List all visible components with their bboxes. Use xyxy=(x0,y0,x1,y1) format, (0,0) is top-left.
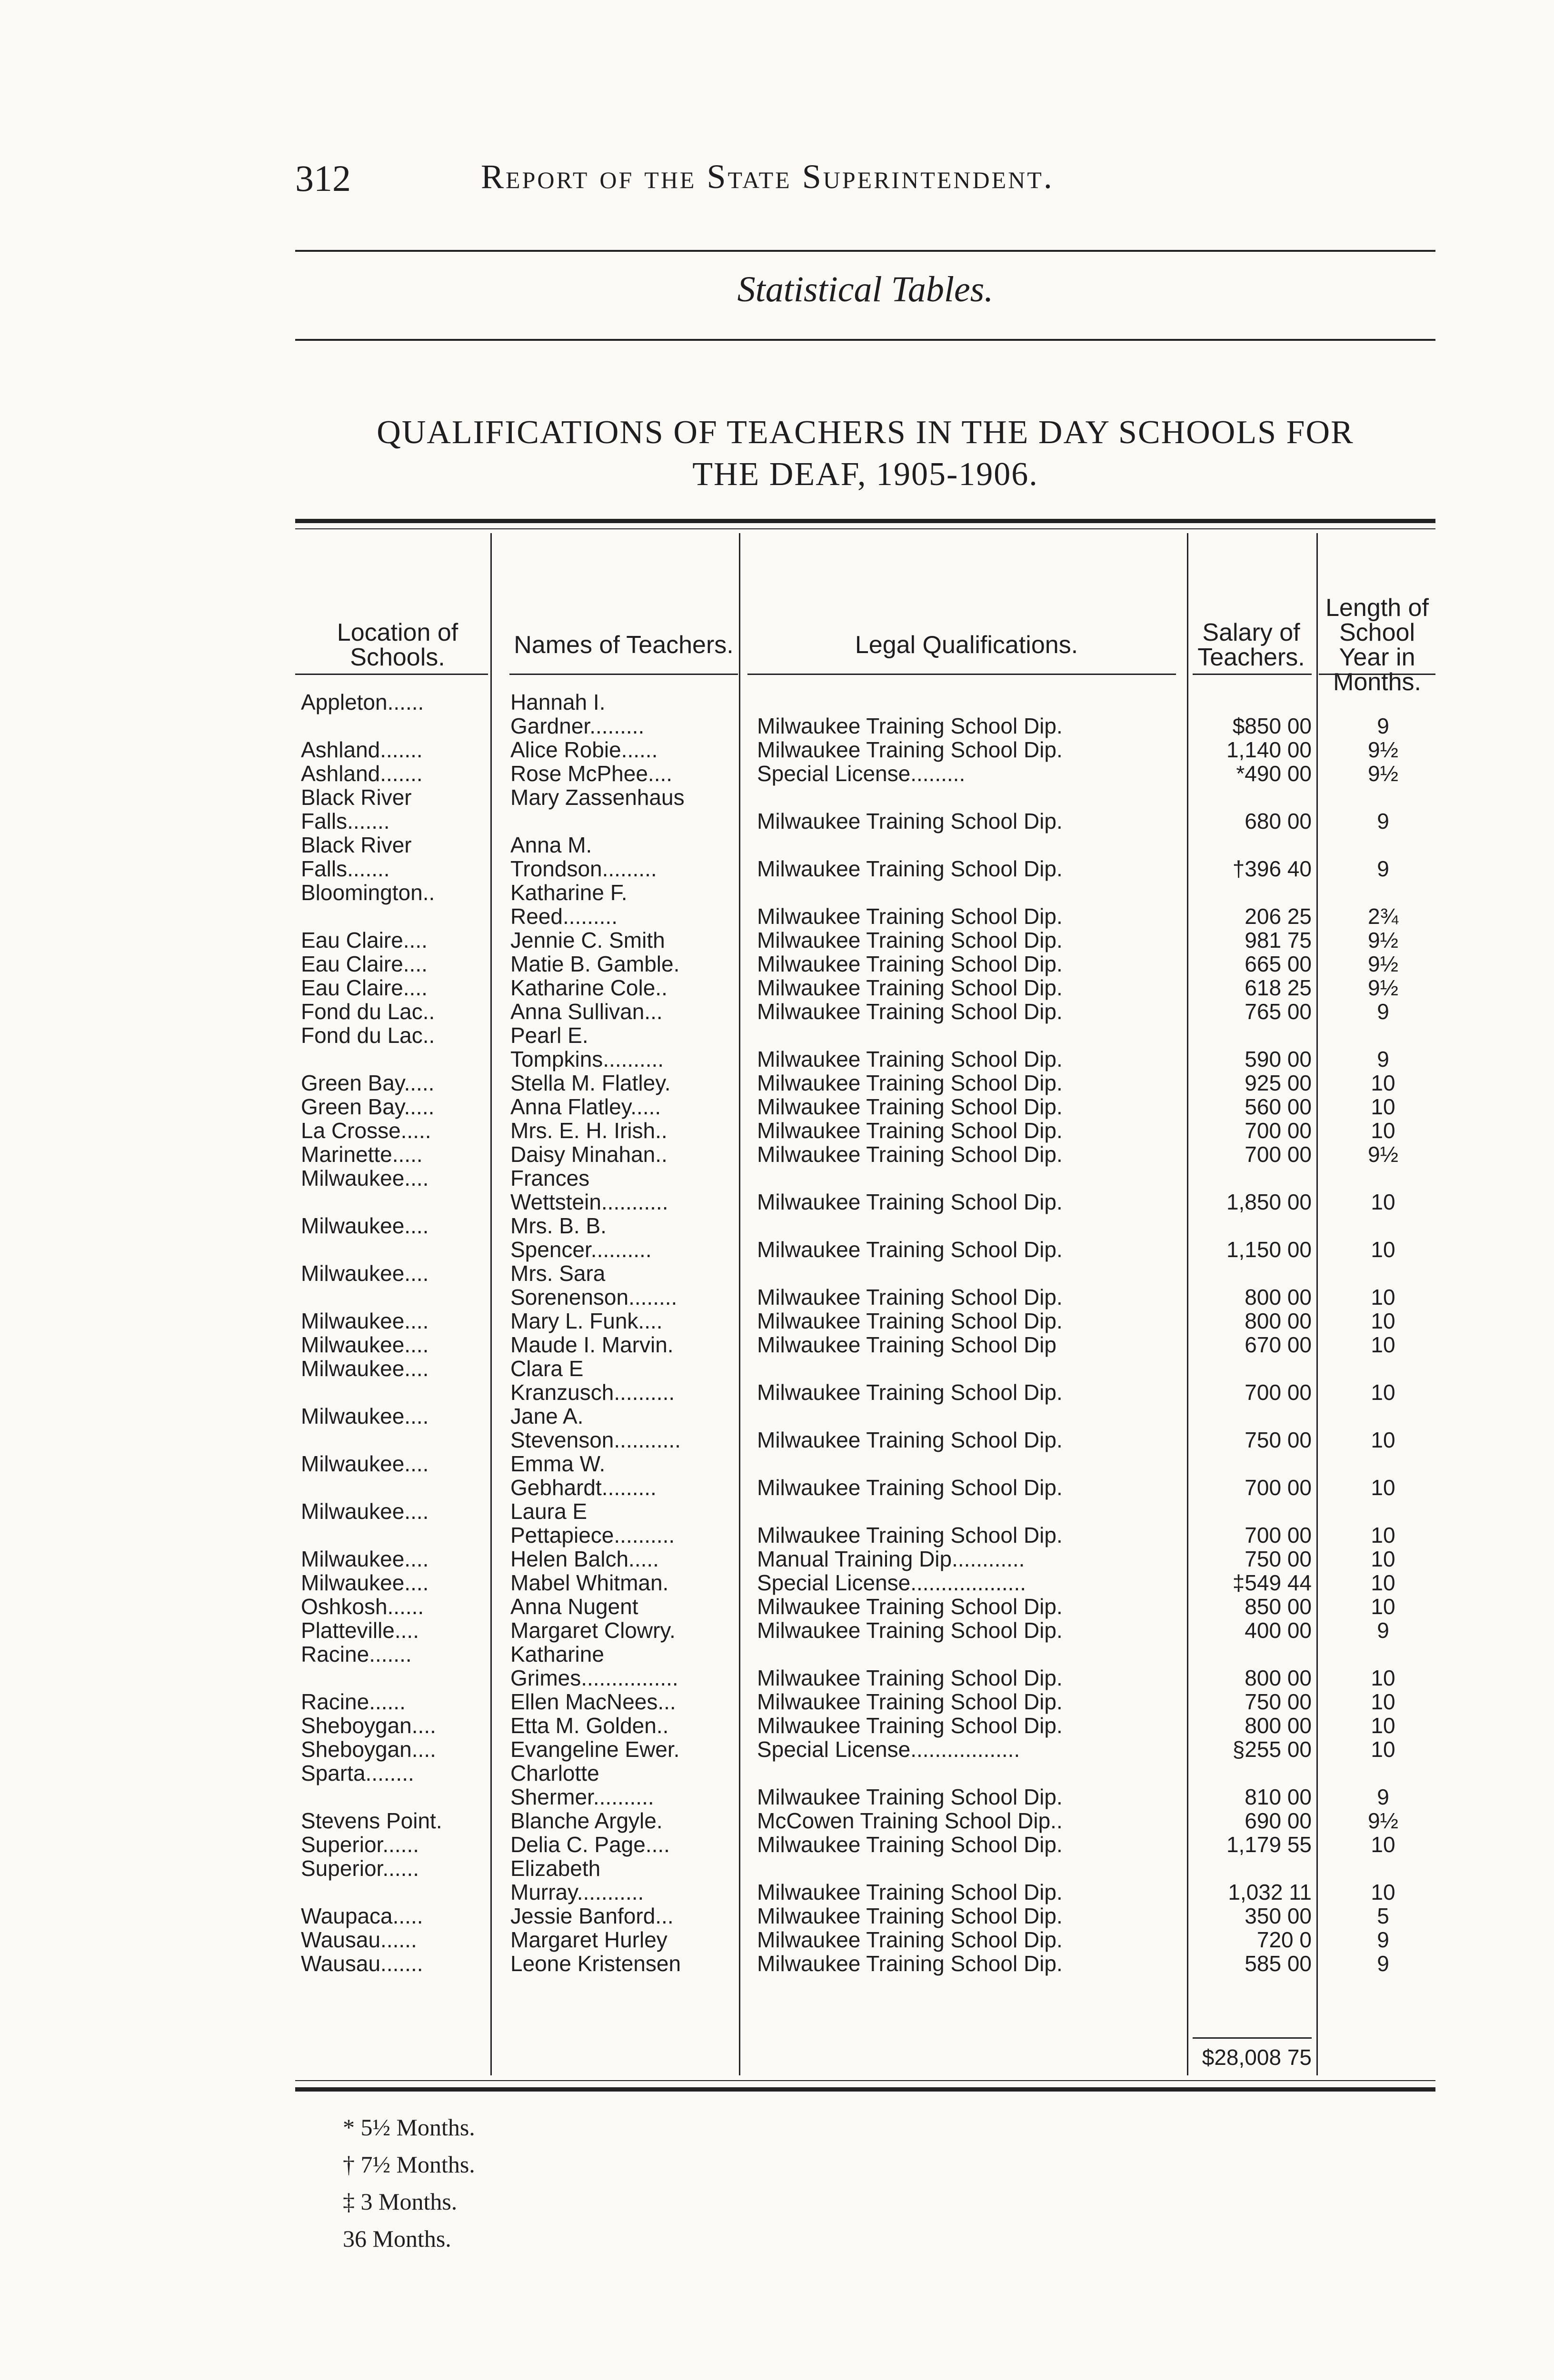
qualification-cell: Milwaukee Training School Dip. xyxy=(757,1618,1063,1643)
salary-cell: 1,179 55 xyxy=(1226,1832,1312,1857)
months-cell: 10 xyxy=(1371,1237,1395,1262)
salary-cell: 618 25 xyxy=(1245,975,1312,1000)
qualification-cell: Milwaukee Training School Dip. xyxy=(757,1927,1063,1952)
header-rule-bottom xyxy=(295,339,1435,341)
teacher-name-cell: Mary L. Funk.... xyxy=(510,1309,663,1333)
qualification-cell: Milwaukee Training School Dip. xyxy=(757,1309,1063,1333)
salary-cell: $850 00 xyxy=(1232,714,1312,738)
header-divider-names xyxy=(509,674,738,675)
salary-cell: 750 00 xyxy=(1245,1547,1312,1571)
months-cell: 10 xyxy=(1371,1094,1395,1119)
table-row xyxy=(295,1737,1435,1761)
location-cell: Eau Claire.... xyxy=(301,952,428,976)
teacher-name-cell: Anna M. Trondson......... xyxy=(510,833,657,881)
qualification-cell: Milwaukee Training School Dip. xyxy=(757,1047,1063,1071)
table-row xyxy=(295,1547,1435,1571)
table-row xyxy=(295,1357,1435,1404)
salary-cell: 750 00 xyxy=(1245,1428,1312,1452)
table-row xyxy=(295,1499,1435,1547)
teacher-name-cell: Anna Nugent xyxy=(510,1594,638,1619)
table-row xyxy=(295,1714,1435,1737)
teacher-name-cell: Mary Zassenhaus xyxy=(510,785,685,810)
months-cell: 10 xyxy=(1371,1332,1395,1357)
months-cell: 5 xyxy=(1377,1904,1389,1928)
qualification-cell: Milwaukee Training School Dip. xyxy=(757,1666,1063,1690)
qualification-cell: Milwaukee Training School Dip. xyxy=(757,1951,1063,1976)
table-row xyxy=(295,1761,1435,1809)
months-cell: 10 xyxy=(1371,1428,1395,1452)
col-header-names: Names of Teachers. xyxy=(514,631,734,659)
teacher-name-cell: Anna Sullivan... xyxy=(510,999,663,1024)
table-row xyxy=(295,690,1435,738)
teacher-name-cell: Frances Wettstein........... xyxy=(510,1166,668,1214)
teacher-name-cell: Charlotte Shermer.......... xyxy=(510,1761,654,1809)
header-divider-salary xyxy=(1193,674,1312,675)
qualification-cell: Milwaukee Training School Dip. xyxy=(757,1904,1063,1928)
salary-cell: 800 00 xyxy=(1245,1285,1312,1309)
months-cell: 10 xyxy=(1371,1071,1395,1095)
months-cell: 10 xyxy=(1371,1118,1395,1143)
teacher-name-cell: Katharine F. Reed......... xyxy=(510,880,628,929)
months-cell: 9 xyxy=(1377,1785,1389,1809)
location-cell: Eau Claire.... xyxy=(301,928,428,952)
teacher-name-cell: Katharine Cole.. xyxy=(510,975,667,1000)
header-divider-location xyxy=(295,674,488,675)
table-row xyxy=(295,1000,1435,1023)
teacher-name-cell: Mrs. B. B. Spencer.......... xyxy=(510,1213,652,1262)
table-row xyxy=(295,1333,1435,1357)
location-cell: Milwaukee.... xyxy=(301,1356,429,1381)
table-row xyxy=(295,1856,1435,1904)
months-cell: 9 xyxy=(1377,809,1389,833)
teacher-name-cell: Elizabeth Murray........... xyxy=(510,1856,644,1904)
location-cell: Superior...... xyxy=(301,1832,419,1857)
salary-cell: 700 00 xyxy=(1245,1523,1312,1547)
teacher-name-cell: Hannah I. Gardner......... xyxy=(510,690,645,738)
location-cell: Black River Falls....... xyxy=(301,833,412,881)
table-top-rule xyxy=(295,519,1435,523)
table-row xyxy=(295,1833,1435,1856)
location-cell: Oshkosh...... xyxy=(301,1594,424,1619)
teacher-name-cell: Ellen MacNees... xyxy=(510,1689,676,1714)
location-cell: Fond du Lac.. xyxy=(301,999,435,1024)
table-row xyxy=(295,1595,1435,1618)
teacher-name-cell: Laura E Pettapiece.......... xyxy=(510,1499,675,1547)
teacher-name-cell: Anna Flatley..... xyxy=(510,1094,661,1119)
qualification-cell: Milwaukee Training School Dip. xyxy=(757,952,1063,976)
location-cell: Ashland....... xyxy=(301,761,423,786)
months-cell: 9½ xyxy=(1368,1808,1398,1833)
teacher-name-cell: Etta M. Golden.. xyxy=(510,1713,669,1738)
salary-cell: 700 00 xyxy=(1245,1475,1312,1500)
months-cell: 10 xyxy=(1371,1737,1395,1762)
table-row xyxy=(295,1952,1435,1975)
location-cell: Milwaukee.... xyxy=(301,1166,429,1190)
location-cell: Stevens Point. xyxy=(301,1808,442,1833)
col-header-salary: Salary of Teachers. xyxy=(1197,619,1305,671)
table-row xyxy=(295,1142,1435,1166)
total-salary: $28,008 75 xyxy=(1202,2045,1312,2070)
page-number: 312 xyxy=(295,158,351,199)
salary-cell: 590 00 xyxy=(1245,1047,1312,1071)
footnote-3: ‡ 3 Months. xyxy=(343,2188,458,2215)
qualification-cell: Milwaukee Training School Dip. xyxy=(757,856,1063,881)
teacher-name-cell: Mrs. Sara Sorenenson........ xyxy=(510,1261,677,1309)
table-row xyxy=(295,1119,1435,1142)
qualification-cell: Milwaukee Training School Dip. xyxy=(757,1071,1063,1095)
salary-cell: 810 00 xyxy=(1245,1785,1312,1809)
months-cell: 9 xyxy=(1377,1951,1389,1976)
months-cell: 10 xyxy=(1371,1475,1395,1500)
months-cell: 9 xyxy=(1377,714,1389,738)
location-cell: Sheboygan.... xyxy=(301,1737,436,1762)
table-row xyxy=(295,738,1435,762)
table-row xyxy=(295,1690,1435,1714)
col-header-length: Length of School Year in Months. xyxy=(1325,594,1429,696)
qualification-cell: Milwaukee Training School Dip. xyxy=(757,1832,1063,1857)
table-title-line-2: THE DEAF, 1905-1906. xyxy=(692,456,1038,493)
months-cell: 10 xyxy=(1371,1594,1395,1619)
qualification-cell: Milwaukee Training School Dip. xyxy=(757,714,1063,738)
months-cell: 9½ xyxy=(1368,1142,1398,1167)
teacher-name-cell: Emma W. Gebhardt......... xyxy=(510,1451,657,1500)
teacher-name-cell: Katharine Grimes................ xyxy=(510,1642,678,1690)
salary-cell: §255 00 xyxy=(1232,1737,1312,1762)
location-cell: Marinette..... xyxy=(301,1142,423,1167)
salary-cell: 670 00 xyxy=(1245,1332,1312,1357)
qualification-cell: Milwaukee Training School Dip. xyxy=(757,809,1063,833)
qualification-cell: Special License.................. xyxy=(757,1737,1020,1762)
table-row xyxy=(295,1452,1435,1499)
teacher-name-cell: Mrs. E. H. Irish.. xyxy=(510,1118,667,1143)
qualification-cell: Milwaukee Training School Dip. xyxy=(757,1142,1063,1167)
running-title: Report of the State Superintendent. xyxy=(481,158,1054,196)
table-top-rule-thin xyxy=(295,528,1435,529)
months-cell: 10 xyxy=(1371,1380,1395,1405)
salary-cell: 665 00 xyxy=(1245,952,1312,976)
teacher-name-cell: Alice Robie...... xyxy=(510,737,658,762)
salary-cell: 925 00 xyxy=(1245,1071,1312,1095)
salary-cell: 585 00 xyxy=(1245,1951,1312,1976)
running-header xyxy=(295,157,1438,214)
teacher-name-cell: Margaret Hurley xyxy=(510,1927,667,1952)
salary-cell: 1,140 00 xyxy=(1226,737,1312,762)
footnote-1: * 5½ Months. xyxy=(343,2114,475,2141)
location-cell: Milwaukee.... xyxy=(301,1570,429,1595)
months-cell: 10 xyxy=(1371,1285,1395,1309)
teacher-name-cell: Evangeline Ewer. xyxy=(510,1737,680,1762)
header-divider-length xyxy=(1319,674,1435,675)
table-row xyxy=(295,1809,1435,1833)
salary-cell: 765 00 xyxy=(1245,999,1312,1024)
months-cell: 10 xyxy=(1371,1190,1395,1214)
months-cell: 10 xyxy=(1371,1713,1395,1738)
teacher-name-cell: Margaret Clowry. xyxy=(510,1618,676,1643)
salary-cell: 690 00 xyxy=(1245,1808,1312,1833)
table-title-line-1: QUALIFICATIONS OF TEACHERS IN THE DAY SCHOOLS FOR xyxy=(377,414,1354,451)
qualification-cell: Milwaukee Training School Dip. xyxy=(757,1785,1063,1809)
teacher-name-cell: Jessie Banford... xyxy=(510,1904,674,1928)
header-divider-qualifications xyxy=(747,674,1176,675)
location-cell: Milwaukee.... xyxy=(301,1213,429,1238)
teacher-name-cell: Jennie C. Smith xyxy=(510,928,665,952)
table-row xyxy=(295,1404,1435,1452)
months-cell: 9½ xyxy=(1368,737,1398,762)
qualification-cell: Special License................... xyxy=(757,1570,1026,1595)
months-cell: 2¾ xyxy=(1368,904,1398,929)
teacher-name-cell: Delia C. Page.... xyxy=(510,1832,670,1857)
salary-cell: 800 00 xyxy=(1245,1713,1312,1738)
months-cell: 9 xyxy=(1377,1927,1389,1952)
table-row xyxy=(295,762,1435,785)
table-row xyxy=(295,881,1435,928)
salary-cell: 1,850 00 xyxy=(1226,1190,1312,1214)
qualification-cell: Milwaukee Training School Dip. xyxy=(757,1118,1063,1143)
qualification-cell: Milwaukee Training School Dip. xyxy=(757,1285,1063,1309)
header-rule-top xyxy=(295,250,1435,252)
location-cell: Ashland....... xyxy=(301,737,423,762)
table-row xyxy=(295,1618,1435,1642)
location-cell: Racine...... xyxy=(301,1689,406,1714)
months-cell: 10 xyxy=(1371,1666,1395,1690)
qualification-cell: Milwaukee Training School Dip. xyxy=(757,1523,1063,1547)
salary-cell: 800 00 xyxy=(1245,1309,1312,1333)
salary-cell: 400 00 xyxy=(1245,1618,1312,1643)
teacher-name-cell: Daisy Minahan.. xyxy=(510,1142,667,1167)
salary-cell: *490 00 xyxy=(1236,761,1312,786)
section-title: Statistical Tables. xyxy=(737,269,994,309)
table-row xyxy=(295,1309,1435,1333)
qualification-cell: Milwaukee Training School Dip. xyxy=(757,928,1063,952)
salary-cell: 850 00 xyxy=(1245,1594,1312,1619)
table-row xyxy=(295,928,1435,952)
salary-cell: 800 00 xyxy=(1245,1666,1312,1690)
total-rule xyxy=(1193,2037,1312,2039)
table-row xyxy=(295,952,1435,976)
location-cell: Milwaukee.... xyxy=(301,1547,429,1571)
col-header-location: Location of Schools. xyxy=(337,619,458,671)
table-row xyxy=(295,833,1435,881)
months-cell: 9 xyxy=(1377,1618,1389,1643)
months-cell: 9½ xyxy=(1368,928,1398,952)
table-row xyxy=(295,1095,1435,1119)
location-cell: Green Bay..... xyxy=(301,1071,435,1095)
footnote-2: † 7½ Months. xyxy=(343,2151,475,2178)
location-cell: Bloomington.. xyxy=(301,880,435,905)
months-cell: 9 xyxy=(1377,856,1389,881)
salary-cell: 350 00 xyxy=(1245,1904,1312,1928)
location-cell: Sheboygan.... xyxy=(301,1713,436,1738)
location-cell: Superior...... xyxy=(301,1856,419,1881)
months-cell: 10 xyxy=(1371,1309,1395,1333)
teacher-name-cell: Leone Kristensen xyxy=(510,1951,681,1976)
table-row xyxy=(295,1261,1435,1309)
location-cell: Milwaukee.... xyxy=(301,1404,429,1428)
teacher-name-cell: Maude I. Marvin. xyxy=(510,1332,674,1357)
table-row xyxy=(295,1642,1435,1690)
qualification-cell: Milwaukee Training School Dip. xyxy=(757,1094,1063,1119)
months-cell: 10 xyxy=(1371,1689,1395,1714)
table-row xyxy=(295,785,1435,833)
teacher-name-cell: Clara E Kranzusch.......... xyxy=(510,1356,675,1405)
teacher-name-cell: Helen Balch..... xyxy=(510,1547,659,1571)
location-cell: Milwaukee.... xyxy=(301,1451,429,1476)
qualification-cell: Milwaukee Training School Dip. xyxy=(757,1880,1063,1904)
table-row xyxy=(295,1166,1435,1214)
qualification-cell: Milwaukee Training School Dip. xyxy=(757,1689,1063,1714)
months-cell: 9½ xyxy=(1368,761,1398,786)
qualification-cell: Manual Training Dip............ xyxy=(757,1547,1025,1571)
qualification-cell: Milwaukee Training School Dip. xyxy=(757,1475,1063,1500)
teacher-name-cell: Matie B. Gamble. xyxy=(510,952,680,976)
table-row xyxy=(295,976,1435,1000)
salary-cell: 981 75 xyxy=(1245,928,1312,952)
location-cell: Milwaukee.... xyxy=(301,1261,429,1286)
teacher-name-cell: Mabel Whitman. xyxy=(510,1570,669,1595)
qualification-cell: Milwaukee Training School Dip. xyxy=(757,1594,1063,1619)
location-cell: La Crosse..... xyxy=(301,1118,431,1143)
months-cell: 9 xyxy=(1377,1047,1389,1071)
qualification-cell: Milwaukee Training School Dip. xyxy=(757,904,1063,929)
salary-cell: 1,032 11 xyxy=(1228,1880,1312,1904)
months-cell: 10 xyxy=(1371,1880,1395,1904)
salary-cell: 720 0 xyxy=(1256,1927,1312,1952)
teacher-name-cell: Pearl E. Tompkins.......... xyxy=(510,1023,664,1071)
salary-cell: †396 40 xyxy=(1232,856,1312,881)
table-row xyxy=(295,1928,1435,1952)
table-title xyxy=(295,412,1435,496)
table-row xyxy=(295,1904,1435,1928)
months-cell: 10 xyxy=(1371,1832,1395,1857)
salary-cell: 1,150 00 xyxy=(1226,1237,1312,1262)
location-cell: Black River Falls....... xyxy=(301,785,412,833)
location-cell: Green Bay..... xyxy=(301,1094,435,1119)
months-cell: 9½ xyxy=(1368,975,1398,1000)
qualification-cell: Milwaukee Training School Dip. xyxy=(757,1237,1063,1262)
qualification-cell: McCowen Training School Dip.. xyxy=(757,1808,1063,1833)
qualification-cell: Milwaukee Training School Dip. xyxy=(757,1428,1063,1452)
footnotes xyxy=(343,2109,475,2257)
table-bottom-rule-thin xyxy=(295,2080,1435,2081)
location-cell: Sparta........ xyxy=(301,1761,414,1785)
footnote-4: 36 Months. xyxy=(343,2225,451,2252)
salary-cell: 560 00 xyxy=(1245,1094,1312,1119)
location-cell: Wausau....... xyxy=(301,1951,423,1976)
qualification-cell: Milwaukee Training School Dip. xyxy=(757,975,1063,1000)
months-cell: 9½ xyxy=(1368,952,1398,976)
qualification-cell: Milwaukee Training School Dip. xyxy=(757,1380,1063,1405)
teacher-name-cell: Stella M. Flatley. xyxy=(510,1071,671,1095)
location-cell: Milwaukee.... xyxy=(301,1332,429,1357)
teachers-table xyxy=(295,519,1435,2098)
salary-cell: 700 00 xyxy=(1245,1380,1312,1405)
table-row xyxy=(295,1023,1435,1071)
location-cell: Racine....... xyxy=(301,1642,412,1666)
months-cell: 10 xyxy=(1371,1523,1395,1547)
location-cell: Wausau...... xyxy=(301,1927,417,1952)
salary-cell: ‡549 44 xyxy=(1232,1570,1312,1595)
location-cell: Eau Claire.... xyxy=(301,975,428,1000)
salary-cell: 680 00 xyxy=(1245,809,1312,833)
salary-cell: 206 25 xyxy=(1245,904,1312,929)
table-row xyxy=(295,1214,1435,1261)
qualification-cell: Milwaukee Training School Dip. xyxy=(757,1713,1063,1738)
location-cell: Milwaukee.... xyxy=(301,1309,429,1333)
qualification-cell: Milwaukee Training School Dip xyxy=(757,1332,1056,1357)
months-cell: 9 xyxy=(1377,999,1389,1024)
location-cell: Platteville.... xyxy=(301,1618,419,1643)
months-cell: 10 xyxy=(1371,1570,1395,1595)
table-row xyxy=(295,1571,1435,1595)
qualification-cell: Milwaukee Training School Dip. xyxy=(757,737,1063,762)
salary-cell: 750 00 xyxy=(1245,1689,1312,1714)
qualification-cell: Special License......... xyxy=(757,761,966,786)
location-cell: Milwaukee.... xyxy=(301,1499,429,1524)
location-cell: Waupaca..... xyxy=(301,1904,423,1928)
salary-cell: 700 00 xyxy=(1245,1118,1312,1143)
table-row xyxy=(295,1071,1435,1095)
col-header-qualifications: Legal Qualifications. xyxy=(855,631,1078,659)
teacher-name-cell: Blanche Argyle. xyxy=(510,1808,663,1833)
qualification-cell: Milwaukee Training School Dip. xyxy=(757,1190,1063,1214)
teacher-name-cell: Jane A. Stevenson........... xyxy=(510,1404,681,1452)
months-cell: 10 xyxy=(1371,1547,1395,1571)
salary-cell: 700 00 xyxy=(1245,1142,1312,1167)
location-cell: Fond du Lac.. xyxy=(301,1023,435,1048)
table-bottom-rule xyxy=(295,2087,1435,2092)
teacher-name-cell: Rose McPhee.... xyxy=(510,761,673,786)
location-cell: Appleton...... xyxy=(301,690,424,714)
qualification-cell: Milwaukee Training School Dip. xyxy=(757,999,1063,1024)
